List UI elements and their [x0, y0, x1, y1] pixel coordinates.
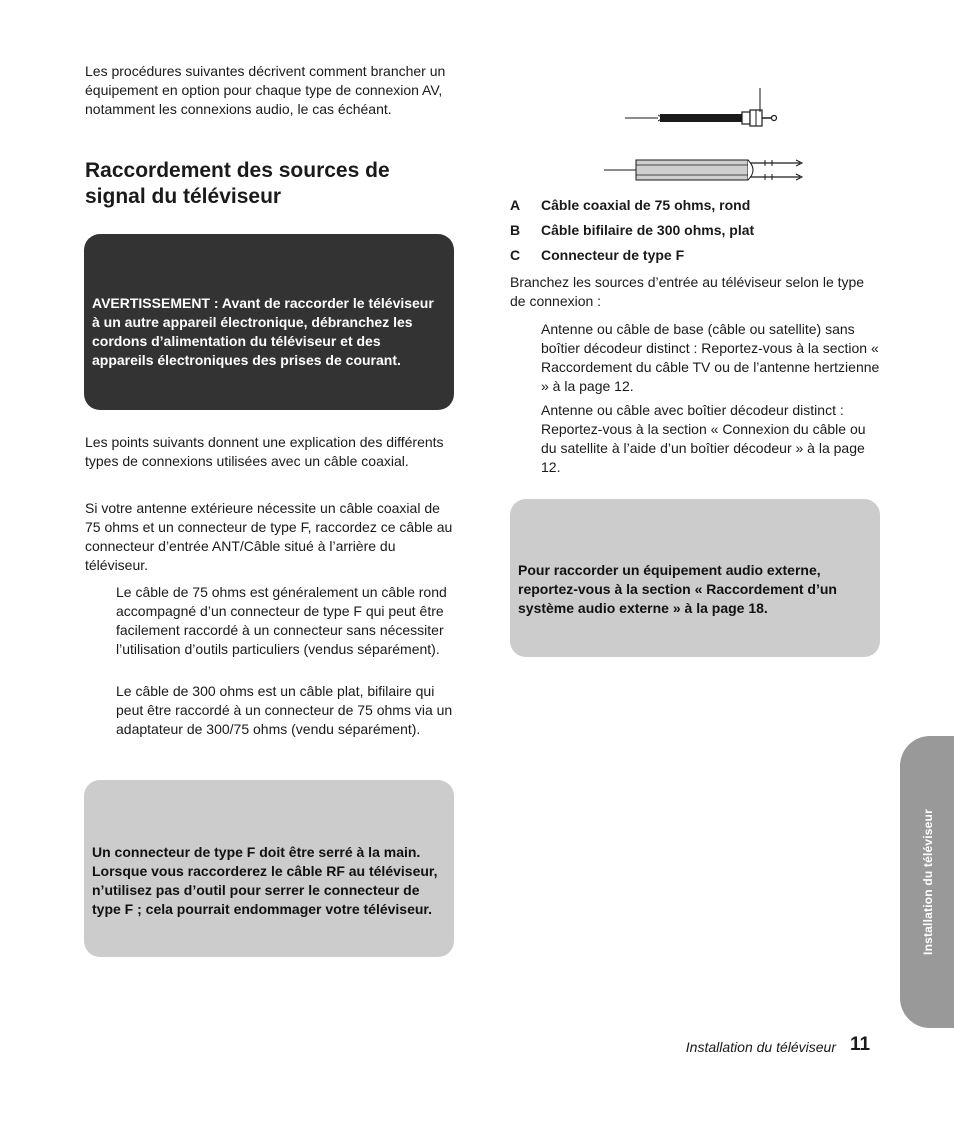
- points-intro-paragraph: Les points suivants donnent une explication des différents types de connexions utilisées avec un câble coaxial.: [85, 434, 444, 469]
- chapter-side-tab-text: Installation du téléviseur: [921, 809, 935, 955]
- f-connector-note-box: [84, 780, 454, 957]
- page-number: 11: [850, 1034, 871, 1055]
- legend-letter: A: [510, 197, 521, 213]
- footer-title: Installation du téléviseur: [685, 1039, 836, 1055]
- warning-text: AVERTISSEMENT : Avant de raccorder le téléviseur à un autre appareil électronique, débranchez les cordons d’alimentation du téléviseur et des appareils électroniques des prises de courant.: [92, 295, 434, 368]
- bullet-300-ohm: Le câble de 300 ohms est un câble plat, bifilaire qui peut être raccordé à un connecteur de 75 ohms via un adaptateur de 300/75 ohms (vendu séparément).: [116, 683, 453, 737]
- legend-text: Câble bifilaire de 300 ohms, plat: [541, 222, 755, 238]
- section-heading: Raccordement des sources de signal du téléviseur: [85, 159, 390, 208]
- coaxial-cable-illustration: [625, 88, 777, 126]
- legend-text: Connecteur de type F: [541, 247, 685, 263]
- legend-letter: B: [510, 222, 521, 238]
- f-connector-note-text: Un connecteur de type F doit être serré à la main. Lorsque vous raccorderez le câble RF au téléviseur, n’utilisez pas d’outil pour serrer le connecteur de type F ; cela pourrait endommager votre téléviseur.: [92, 844, 438, 917]
- legend-letter: C: [510, 247, 521, 263]
- warning-box: [84, 234, 454, 410]
- audio-note-text: Pour raccorder un équipement audio externe, reportez-vous à la section « Raccordement d’un système audio externe » à la page 18.: [518, 562, 837, 616]
- bullet-with-decoder: Antenne ou câble avec boîtier décodeur distinct : Reportez-vous à la section « Connexion du câble ou du satellite à l’aide d’un boîtier décodeur » à la page 12.: [541, 402, 866, 475]
- twin-lead-cable-illustration: [604, 160, 802, 180]
- audio-note-box: [510, 499, 880, 657]
- bullet-no-decoder: Antenne ou câble de base (câble ou satellite) sans boîtier décodeur distinct : Reportez-vous à la section « Raccordement du câble TV ou de l’antenne hertzienne » à la page 12.: [541, 321, 880, 394]
- legend-text: Câble coaxial de 75 ohms, rond: [541, 197, 751, 213]
- cable-diagram: [600, 84, 810, 189]
- intro-paragraph: Les procédures suivantes décrivent comment brancher un équipement en option pour chaque type de connexion AV, notamment les connexions audio, le cas échéant.: [85, 63, 446, 117]
- branchez-paragraph: Branchez les sources d’entrée au téléviseur selon le type de connexion :: [510, 274, 865, 309]
- bullet-75-ohm: Le câble de 75 ohms est généralement un câble rond accompagné d’un connecteur de type F qui peut être facilement raccordé à un connecteur sans nécessiter l’utilisation d’outils particuliers (vendus séparément).: [116, 584, 447, 657]
- antenna-paragraph: Si votre antenne extérieure nécessite un câble coaxial de 75 ohms et un connecteur de type F, raccordez ce câble au connecteur d’entrée ANT/Câble situé à l’arrière du téléviseur.: [85, 500, 453, 573]
